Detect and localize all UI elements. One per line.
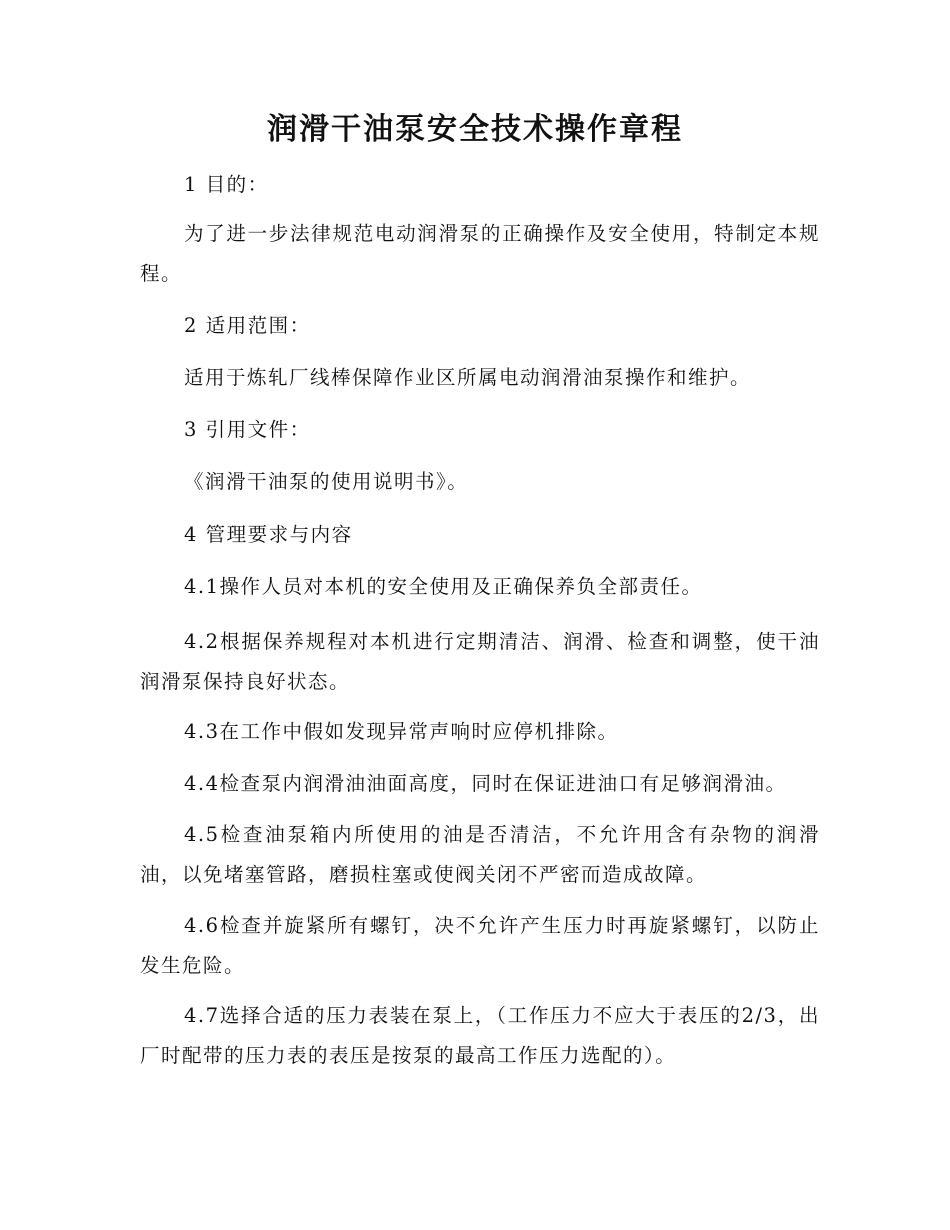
section-3-body: 《润滑干油泵的使用说明书》。 (184, 470, 469, 493)
section-2-heading: 2 适用范围： (184, 314, 311, 337)
section-1-body: 为了进一步法律规范电动润滑泵的正确操作及安全使用，特制定本规程。 (140, 222, 820, 285)
section-3-heading: 3 引用文件： (184, 418, 311, 441)
item-4-5: 4.5检查油泵箱内所使用的油是否清洁，不允许用含有杂物的润滑油，以免堵塞管路，磨损柱塞或使阀关闭不严密而造成故障。 (140, 823, 820, 886)
item-4-6: 4.6检查并旋紧所有螺钉，决不允许产生压力时再旋紧螺钉，以防止发生危险。 (140, 914, 820, 977)
document-title: 润滑干油泵安全技术操作章程 (267, 112, 683, 147)
section-1-heading: 1 目的： (184, 173, 269, 196)
item-4-2: 4.2根据保养规程对本机进行定期清洁、润滑、检查和调整，使干油润滑泵保持良好状态。 (140, 630, 820, 693)
section-2-body: 适用于炼轧厂线棒保障作业区所属电动润滑油泵操作和维护。 (184, 366, 752, 389)
section-4-heading: 4 管理要求与内容 (184, 523, 353, 546)
item-4-3: 4.3在工作中假如发现异常声响时应停机排除。 (184, 720, 619, 743)
item-4-4: 4.4检查泵内润滑油油面高度，同时在保证进油口有足够润滑油。 (184, 772, 787, 795)
item-4-1: 4.1操作人员对本机的安全使用及正确保养负全部责任。 (184, 575, 703, 598)
item-4-7: 4.7选择合适的压力表装在泵上，（工作压力不应大于表压的2/3，出厂时配带的压力表的表压是按泵的最高工作压力选配的）。 (140, 1004, 820, 1067)
